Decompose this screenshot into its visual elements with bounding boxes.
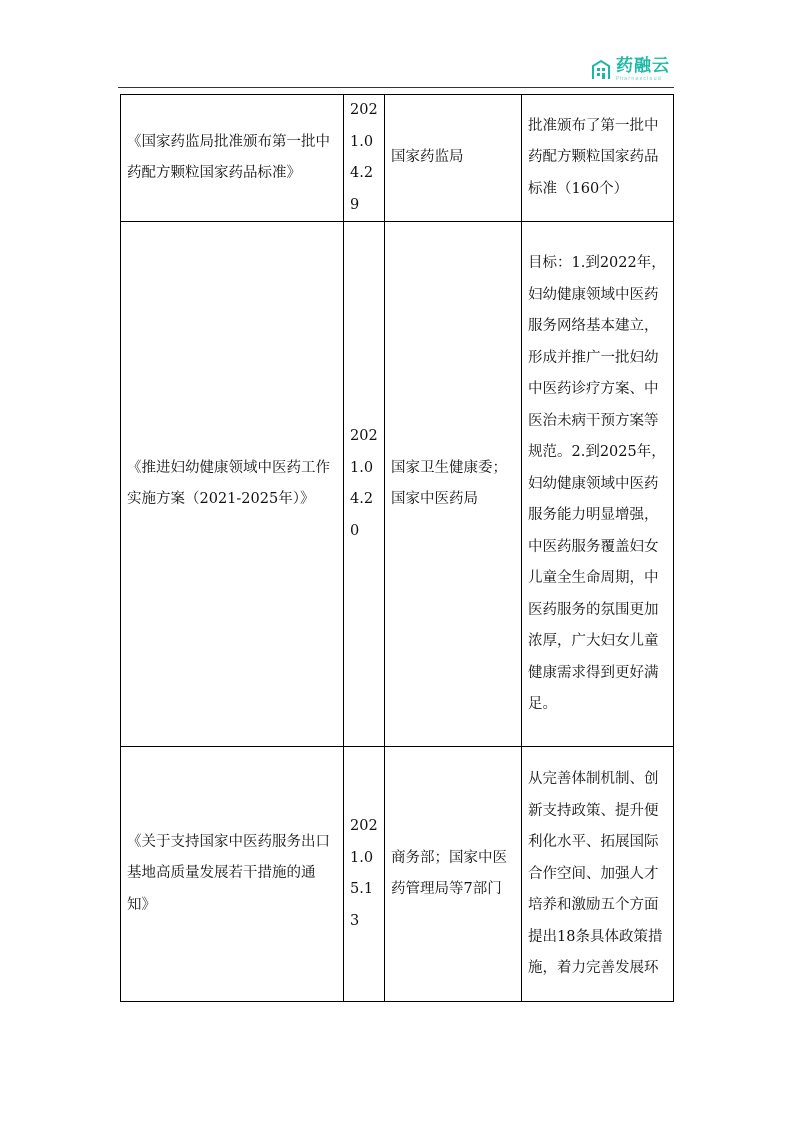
policy-agency-cell: 国家卫生健康委；国家中医药局 [385,222,522,747]
header-divider [118,87,674,88]
table-row [121,95,674,222]
policy-date-cell: 2021.04.29 [344,95,385,222]
policy-title-cell: 《关于支持国家中医药服务出口基地高质量发展若干措施的通知》 [121,747,344,1002]
pharnexcloud-building-icon [590,59,612,81]
table-row [121,222,674,747]
policy-agency-cell: 商务部；国家中医药管理局等7部门 [385,747,522,1002]
policy-date-cell: 2021.05.13 [344,747,385,1002]
brand-logo [590,55,670,85]
policy-description-cell: 批准颁布了第一批中药配方颗粒国家药品标准（160个） [522,95,674,222]
logo-chinese-text: 药融云 [616,56,670,76]
policy-title-cell: 《国家药监局批准颁布第一批中药配方颗粒国家药品标准》 [121,95,344,222]
policy-title-cell: 《推进妇幼健康领域中医药工作实施方案（2021-2025年）》 [121,222,344,747]
table-row [121,747,674,1002]
logo-english-text: Pharnexcloud [616,76,662,82]
policy-agency-cell: 国家药监局 [385,95,522,222]
policy-description-cell: 目标：1.到2022年，妇幼健康领域中医药服务网络基本建立，形成并推广一批妇幼中医药诊疗方案、中医治未病干预方案等规范。2.到2025年，妇幼健康领域中医药服务能力明显增强，中医药服务覆盖妇女儿童全生命周期，中医药服务的氛围更加浓厚，广大妇女儿童健康需求得到更好满足。 [522,222,674,747]
policy-table [120,94,674,1002]
policy-date-cell: 2021.04.20 [344,222,385,747]
policy-description-cell: 从完善体制机制、创新支持政策、提升便利化水平、拓展国际合作空间、加强人才培养和激励五个方面提出18条具体政策措施，着力完善发展环 [522,747,674,1002]
